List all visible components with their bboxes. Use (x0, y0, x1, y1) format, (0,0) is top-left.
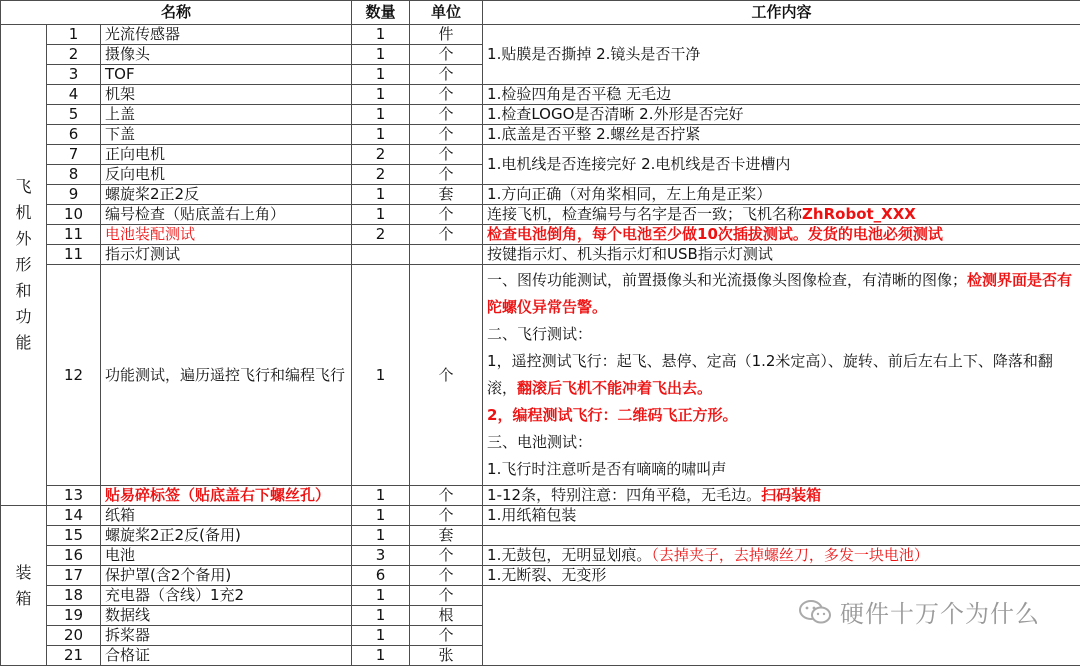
row-no: 2 (47, 45, 101, 65)
work-10: 连接飞机，检查编号与名字是否一致；飞机名称ZhRobot_XXX (483, 205, 1080, 225)
row-unit: 个 (410, 125, 483, 145)
row-no: 12 (47, 265, 101, 486)
row-qty: 1 (352, 506, 410, 526)
row-name: TOF (101, 65, 352, 85)
row-name: 光流传感器 (101, 25, 352, 45)
row-qty: 2 (352, 165, 410, 185)
row-qty: 1 (352, 105, 410, 125)
watermark (798, 594, 1040, 629)
header-qty: 数量 (352, 1, 410, 25)
work-11b: 按键指示灯、机头指示灯和USB指示灯测试 (483, 245, 1080, 265)
table-row (1, 526, 1080, 546)
watermark-text: 硬件十万个为什么 (840, 600, 1040, 628)
row-qty: 1 (352, 486, 410, 506)
table-row (1, 566, 1080, 586)
header-name: 名称 (1, 1, 352, 25)
row-unit: 个 (410, 85, 483, 105)
row-name: 数据线 (101, 606, 352, 626)
row-unit: 张 (410, 646, 483, 666)
row-name: 螺旋桨2正2反(备用) (101, 526, 352, 546)
row-qty: 1 (352, 185, 410, 205)
row-name: 拆桨器 (101, 626, 352, 646)
table-row (1, 25, 1080, 45)
row-name: 电池装配测试 (101, 225, 352, 245)
row-unit: 个 (410, 205, 483, 225)
row-qty: 1 (352, 85, 410, 105)
row-unit: 件 (410, 25, 483, 45)
group-packing: 装 箱 (1, 506, 47, 666)
row-no: 11 (47, 225, 101, 245)
row-qty: 1 (352, 125, 410, 145)
row-name: 摄像头 (101, 45, 352, 65)
work-12-line-4: 2，编程测试飞行：二维码飞正方形。 (487, 406, 738, 424)
header-unit: 单位 (410, 1, 483, 25)
row-no: 10 (47, 205, 101, 225)
row-qty: 1 (352, 586, 410, 606)
row-name: 电池 (101, 546, 352, 566)
work-7-8: 1.电机线是否连接完好 2.电机线是否卡进槽内 (483, 145, 1080, 185)
row-qty: 1 (352, 65, 410, 85)
row-name: 上盖 (101, 105, 352, 125)
work-12-line-2: 二、飞行测试： (487, 325, 593, 343)
row-no: 16 (47, 546, 101, 566)
row-no: 9 (47, 185, 101, 205)
table-row (1, 486, 1080, 506)
row-unit: 个 (410, 45, 483, 65)
row-unit: 个 (410, 65, 483, 85)
row-qty: 1 (352, 25, 410, 45)
row-name: 功能测试，遍历遥控飞行和编程飞行 (101, 265, 352, 486)
table-row (1, 265, 1080, 486)
row-no: 19 (47, 606, 101, 626)
row-no: 15 (47, 526, 101, 546)
table-row (1, 185, 1080, 205)
row-unit: 个 (410, 506, 483, 526)
work-12-line-1: 一、图传功能测试，前置摄像头和光流摄像头图像检查，有清晰的图像；检测界面是否有陀螺仪异常告警。 (487, 271, 1073, 316)
row-name: 下盖 (101, 125, 352, 145)
work-11: 检查电池倒角，每个电池至少做10次插拔测试。发货的电池必须测试 (483, 225, 1080, 245)
table-row (1, 145, 1080, 165)
row-unit: 个 (410, 586, 483, 606)
row-name: 编号检查（贴底盖右上角） (101, 205, 352, 225)
table-row (1, 205, 1080, 225)
header-row (1, 1, 1080, 25)
row-unit: 个 (410, 566, 483, 586)
row-no: 3 (47, 65, 101, 85)
row-name: 螺旋桨2正2反 (101, 185, 352, 205)
work-1-3: 1.贴膜是否撕掉 2.镜头是否干净 (483, 25, 1080, 85)
row-qty: 1 (352, 646, 410, 666)
row-unit: 个 (410, 626, 483, 646)
row-no: 8 (47, 165, 101, 185)
row-no: 17 (47, 566, 101, 586)
table-row (1, 105, 1080, 125)
work-14: 1.用纸箱包装 (483, 506, 1080, 526)
row-qty (352, 245, 410, 265)
work-17: 1.无断裂、无变形 (483, 566, 1080, 586)
row-name: 保护罩(含2个备用) (101, 566, 352, 586)
row-name: 纸箱 (101, 506, 352, 526)
row-no: 6 (47, 125, 101, 145)
group-appearance: 飞 机 外 形 和 功 能 (1, 25, 47, 506)
row-unit: 个 (410, 546, 483, 566)
row-no: 7 (47, 145, 101, 165)
table-row (1, 85, 1080, 105)
row-name: 充电器（含线）1充2 (101, 586, 352, 606)
row-unit: 个 (410, 165, 483, 185)
row-name: 指示灯测试 (101, 245, 352, 265)
wechat-icon (798, 599, 832, 625)
row-name: 机架 (101, 85, 352, 105)
work-16: 1.无鼓包，无明显划痕。（去掉夹子，去掉螺丝刀，多发一块电池） (483, 546, 1080, 566)
row-qty: 6 (352, 566, 410, 586)
row-qty: 1 (352, 626, 410, 646)
work-13: 1-12条，特别注意：四角平稳，无毛边。扫码装箱 (483, 486, 1080, 506)
work-12-line-5: 三、电池测试： (487, 433, 593, 451)
row-qty: 2 (352, 145, 410, 165)
row-qty: 3 (352, 546, 410, 566)
table-row (1, 546, 1080, 566)
row-qty: 1 (352, 526, 410, 546)
row-no: 11 (47, 245, 101, 265)
row-unit (410, 245, 483, 265)
row-unit: 套 (410, 526, 483, 546)
row-no: 4 (47, 85, 101, 105)
work-12 (483, 265, 1080, 486)
table-row (1, 125, 1080, 145)
row-name: 合格证 (101, 646, 352, 666)
row-qty: 2 (352, 225, 410, 245)
work-15 (483, 526, 1080, 546)
table-row (1, 506, 1080, 526)
row-qty: 1 (352, 45, 410, 65)
row-no: 20 (47, 626, 101, 646)
row-no: 21 (47, 646, 101, 666)
work-5: 1.检查LOGO是否清晰 2.外形是否完好 (483, 105, 1080, 125)
work-4: 1.检验四角是否平稳 无毛边 (483, 85, 1080, 105)
table-row (1, 245, 1080, 265)
row-name: 正向电机 (101, 145, 352, 165)
work-9: 1.方向正确（对角桨相同，左上角是正桨） (483, 185, 1080, 205)
header-work: 工作内容 (483, 1, 1080, 25)
work-12-line-6: 1.飞行时注意听是否有嘀嘀的啸叫声 (487, 460, 727, 478)
row-unit: 个 (410, 265, 483, 486)
row-unit: 个 (410, 225, 483, 245)
row-no: 5 (47, 105, 101, 125)
row-no: 13 (47, 486, 101, 506)
row-no: 18 (47, 586, 101, 606)
row-qty: 1 (352, 606, 410, 626)
row-qty: 1 (352, 265, 410, 486)
row-no: 1 (47, 25, 101, 45)
work-12-line-3: 1，遥控测试飞行：起飞、悬停、定高（1.2米定高）、旋转、前后左右上下、降落和翻滚，翻滚后飞机不能冲着飞出去。 (487, 352, 1053, 397)
row-no: 14 (47, 506, 101, 526)
row-name: 反向电机 (101, 165, 352, 185)
row-unit: 个 (410, 486, 483, 506)
row-unit: 个 (410, 145, 483, 165)
work-6: 1.底盖是否平整 2.螺丝是否拧紧 (483, 125, 1080, 145)
table-row (1, 225, 1080, 245)
row-name: 贴易碎标签（贴底盖右下螺丝孔） (101, 486, 352, 506)
row-unit: 套 (410, 185, 483, 205)
row-unit: 个 (410, 105, 483, 125)
row-unit: 根 (410, 606, 483, 626)
row-qty: 1 (352, 205, 410, 225)
